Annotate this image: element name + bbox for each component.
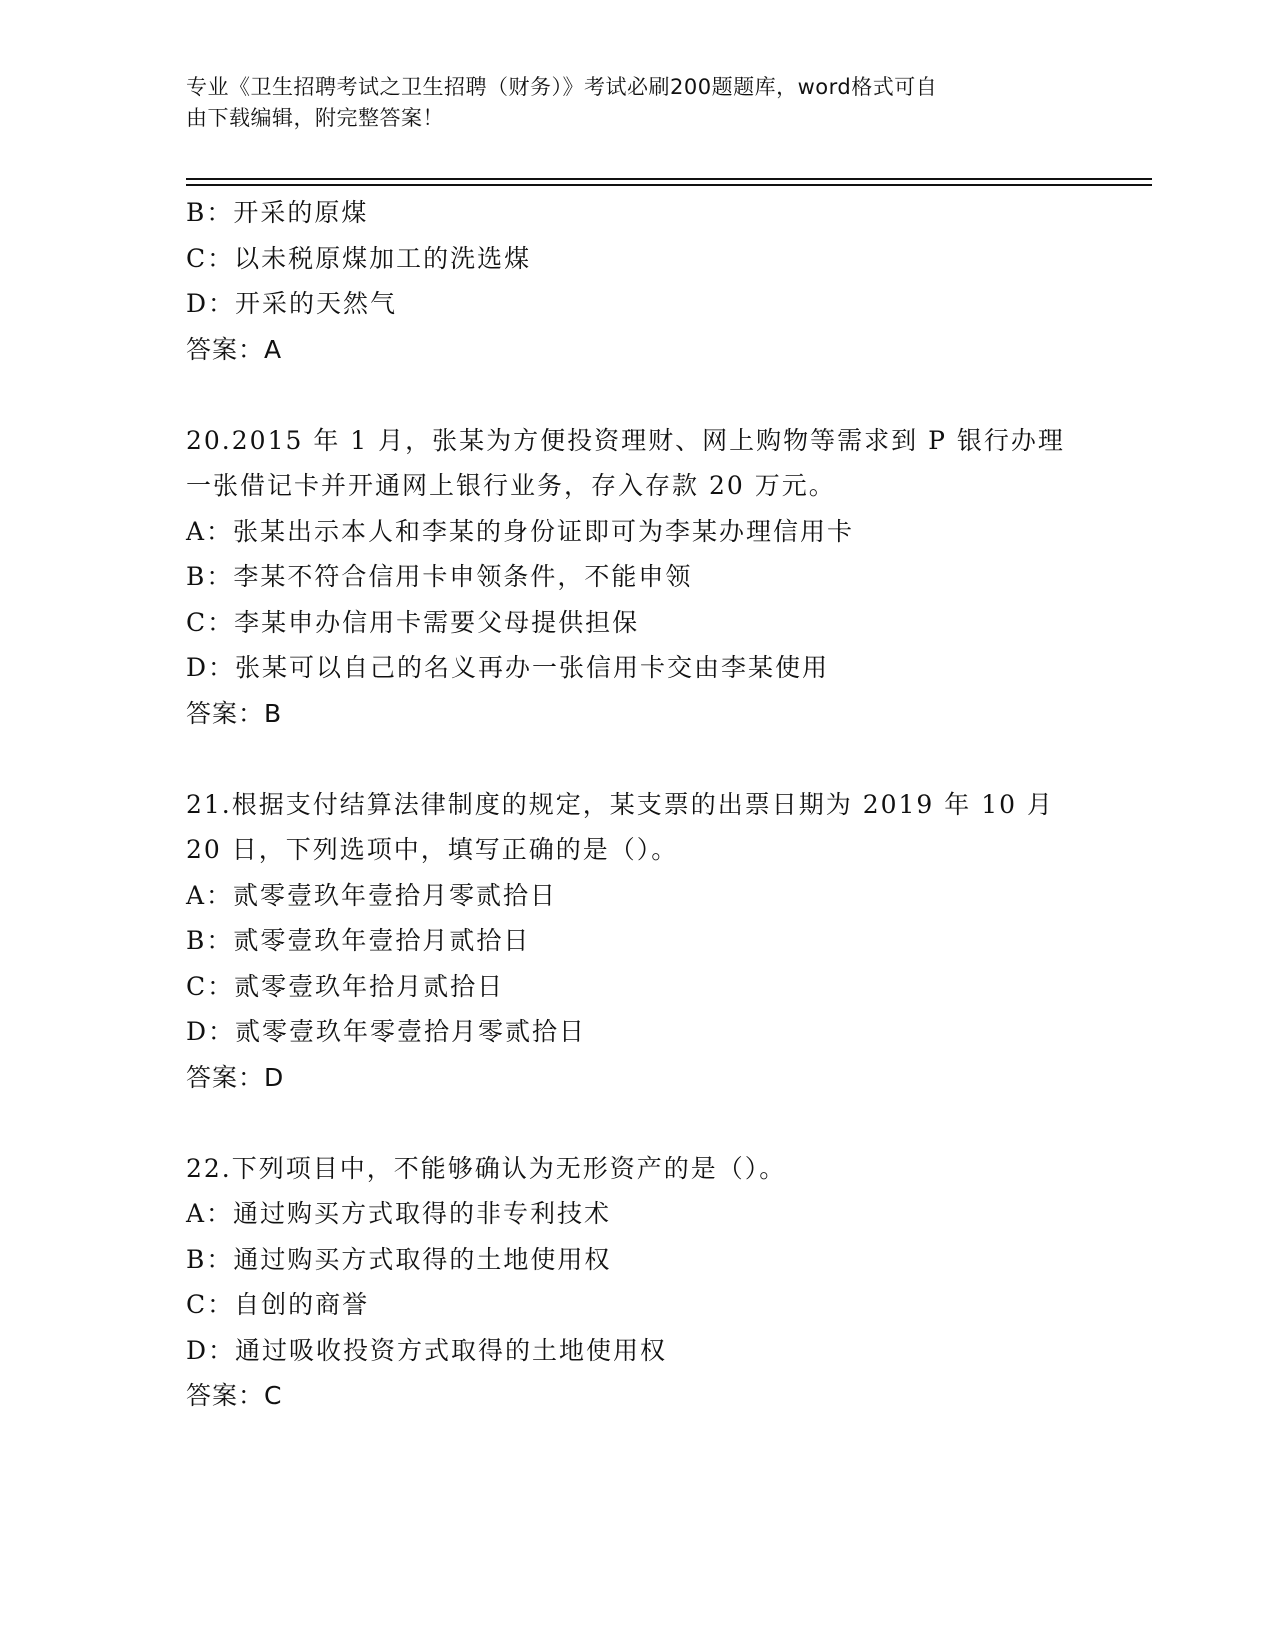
document-header (186, 72, 1066, 134)
option-a: A：张某出示本人和李某的身份证即可为李某办理信用卡 (186, 516, 855, 546)
question-20 (186, 418, 1136, 737)
question-stem: 一张借记卡并开通网上银行业务，存入存款 20 万元。 (186, 471, 836, 500)
option-a: A：贰零壹玖年壹拾月零贰拾日 (186, 880, 558, 910)
option-c: C：以未税原煤加工的洗选煤 (186, 243, 532, 273)
question-stem: 21.根据支付结算法律制度的规定，某支票的出票日期为 2019 年 10 月 (186, 789, 1054, 819)
header-divider-top (186, 178, 1152, 180)
option-d: D：通过吸收投资方式取得的土地使用权 (186, 1335, 668, 1365)
partial-question-19 (186, 190, 1136, 372)
option-c: C：贰零壹玖年拾月贰拾日 (186, 971, 505, 1001)
option-d: D：贰零壹玖年零壹拾月零贰拾日 (186, 1017, 587, 1046)
option-d: D：张某可以自己的名义再办一张信用卡交由李某使用 (186, 653, 830, 682)
question-content (186, 190, 1136, 1419)
option-b: B：贰零壹玖年壹拾月贰拾日 (186, 926, 531, 955)
question-stem: 20 日，下列选项中，填写正确的是（）。 (186, 835, 679, 864)
header-divider-bottom (186, 184, 1152, 186)
option-b: B：开采的原煤 (186, 198, 369, 227)
answer-line: 答案：A (186, 334, 283, 364)
option-c: C：李某申办信用卡需要父母提供担保 (186, 607, 640, 637)
option-d: D：开采的天然气 (186, 289, 398, 318)
header-line-1: 专业《卫生招聘考试之卫生招聘（财务）》考试必刷200题题库，word格式可自 (186, 75, 938, 99)
question-stem: 20.2015 年 1 月，张某为方便投资理财、网上购物等需求到 P 银行办理 (186, 425, 1065, 455)
question-22 (186, 1146, 1136, 1419)
header-line-2: 由下载编辑，附完整答案！ (186, 106, 444, 130)
option-c: C：自创的商誉 (186, 1290, 370, 1319)
answer-line: 答案：D (186, 1062, 285, 1092)
option-a: A：通过购买方式取得的非专利技术 (186, 1199, 612, 1228)
option-b: B：李某不符合信用卡申领条件，不能申领 (186, 562, 693, 591)
option-b: B：通过购买方式取得的土地使用权 (186, 1244, 612, 1274)
answer-line: 答案：B (186, 698, 283, 728)
answer-line: 答案：C (186, 1381, 283, 1410)
question-stem: 22.下列项目中，不能够确认为无形资产的是（）。 (186, 1153, 787, 1183)
question-21 (186, 782, 1136, 1101)
